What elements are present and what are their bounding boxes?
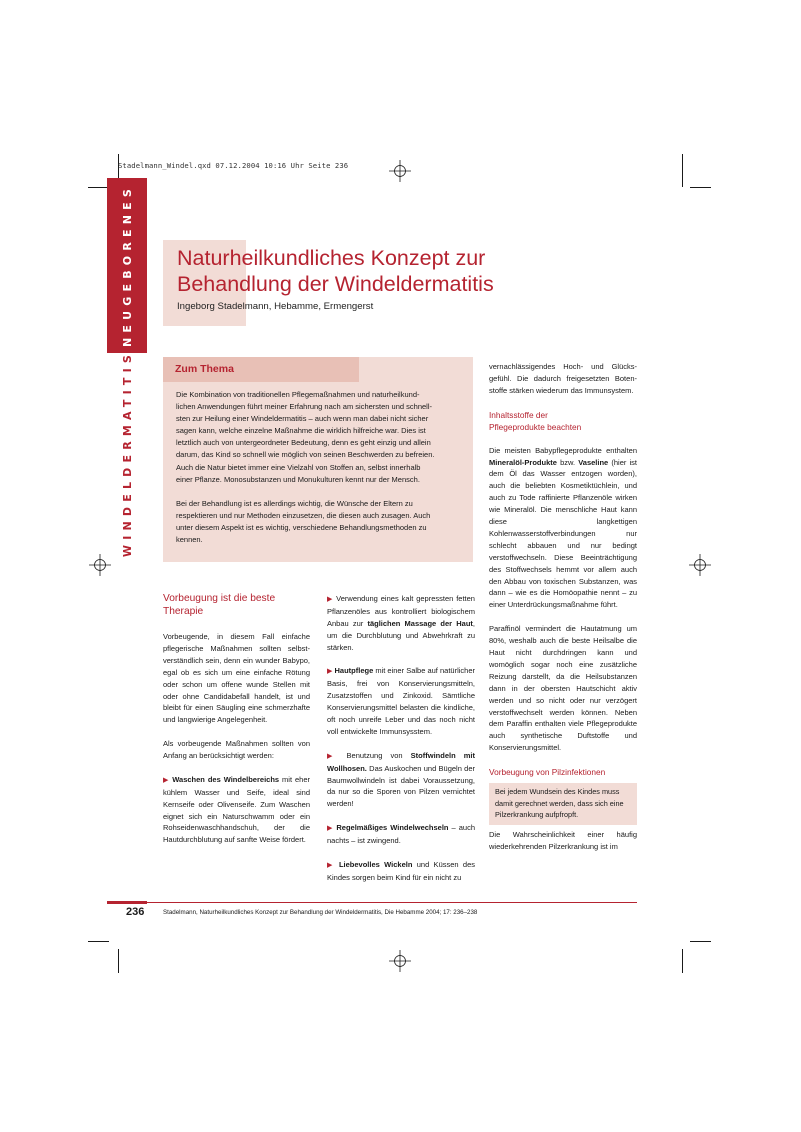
item-text: Das Auskochen und Bügeln der Baumwollwindeln ist dabei Voraussetzung, da nur so die Sporen von Pilzen vernichtet werden! — [327, 763, 475, 809]
item-text: mit eher kühlem Wasser und Seife, ideal sind Kernseife oder Olivenseife. Zum Waschen eignet sich ein Naturschwamm oder ein Rohseidenwaschhandschuh, der die Hautdurchblutung auf sanfte Weise fördert. — [163, 774, 310, 845]
text-line: darum, das Kind so schnell wie möglich von seinen Beschwerden zu befreien. — [176, 450, 435, 460]
title-line: Behandlung der Windeldermatitis — [177, 272, 494, 296]
page-number: 236 — [126, 906, 145, 918]
topic-box — [163, 357, 473, 562]
item-emphasis: täglichen Massage der Haut — [367, 618, 473, 628]
list-item — [163, 774, 310, 846]
text-emphasis: Mineralöl-Produkte — [489, 457, 557, 467]
triangle-bullet-icon: ▶ — [163, 776, 170, 784]
crop-mark — [118, 949, 119, 973]
item-emphasis: Regelmäßiges Windelwechseln — [336, 823, 449, 833]
text-line: letztlich auch von untergeordneter Bedeutung, denn es geht einzig und allein — [176, 438, 431, 448]
text-line: Bei der Behandlung ist es allerdings wichtig, die Wünsche der Eltern zu — [176, 498, 413, 508]
text-line: Die Kombination von traditionellen Pflegemaßnahmen und naturheilkund- — [176, 390, 420, 399]
text-line: lichen Anwendungen führt meiner Erfahrung nach am sichersten und schnell- — [176, 402, 432, 412]
item-text: , um die Durchblutung und Abwehrkraft zu stärken. — [327, 618, 475, 652]
crop-mark — [682, 949, 683, 973]
heading-line: Therapie — [163, 605, 204, 617]
item-emphasis: Waschen des Windelbereichs — [172, 774, 280, 784]
sidebar-section-label: NEUGEBORENES — [120, 184, 134, 347]
triangle-bullet-icon: ▶ — [327, 668, 333, 676]
text-column-2 — [327, 593, 475, 896]
text-line: Auch die Natur bietet immer eine Vielzahl von Stoffen an, selbst innerhalb — [176, 462, 421, 472]
text-run: (hier ist dem Öl das Wasser entzogen worden), auch die beliebten Kosmetiktüchlein, und auch zu Tode raffinierte Pflanzenöle wirken wie Mineralöl. Die menschliche Haut kann diese langkettigen Kohlenwasserstoffverbindungen nur schlecht abbauen und nur bedingt verstoffwechseln. Diese Beeinträchtigung des Stoffwechsels hemmt vor allem auch den Abbau von toxischen Substanzen, was dann – wie es die Homöopathie nennt – zu einer Unterdrückungsmaßnahme führt. — [489, 457, 637, 610]
sidebar-topic-label: WINDELDERMATITIS — [120, 350, 134, 558]
crop-mark — [88, 941, 109, 942]
text-run: bzw. — [556, 457, 579, 467]
crop-mark — [682, 154, 683, 187]
registration-mark-icon — [389, 950, 411, 972]
text-line: unter diesem Aspekt ist es wichtig, verschiedene Behandlungsmethoden zu — [176, 523, 427, 533]
heading-line: Inhaltsstoffe der — [489, 409, 548, 420]
item-text: mit einer Salbe auf natürlicher Basis, frei von Konservierungsmitteln, Zusatzstoffen und Zinkoxid. Sämtliche Konservierungsmittel belasten die kindliche, oft noch unreife Leber und das noch nicht voll entwickelte Immunsysstem. — [327, 666, 475, 736]
triangle-bullet-icon: ▶ — [327, 825, 334, 833]
sidebar-section — [107, 178, 147, 353]
text-line: sagen kann, welche einzelne Maßnahme die wirklich hilfreiche war. Dies ist — [176, 426, 426, 436]
list-item — [327, 750, 475, 811]
callout-line: Bei jedem Wundsein des Kindes muss — [495, 787, 620, 797]
section-heading: Vorbeugung von Pilzinfektionen — [489, 767, 606, 778]
footer-rule — [147, 902, 637, 903]
triangle-bullet-icon: ▶ — [327, 596, 334, 603]
footer-accent-bar — [107, 901, 147, 904]
item-text: Benutzung von — [346, 750, 411, 760]
text-column-1 — [163, 593, 310, 858]
paragraph: Paraffinöl vermindert die Hautatmung um 80%, weshalb auch die beste Heilsalbe die Haut nicht durchdringen kann und womöglich sogar noch eine zusätzliche Reizung darstellt, da die Heilsubstanzen dann in der obersten Hautschicht aktiv werden und so nicht oder nur verzögert verstoffwechselt werden können. Neben dem Paraffin enthalten viele Pflegeprodukte auch synthetische Duftstoffe und Konservierungsmittel. — [489, 624, 637, 753]
text-run: Die meisten Babypflegeprodukte enthalten — [489, 445, 637, 455]
sidebar-topic — [107, 350, 147, 558]
highlight-callout — [489, 783, 637, 825]
item-text: – auch nachts – ist zwingend. — [327, 823, 475, 846]
paragraph — [489, 445, 637, 612]
text-column-3 — [489, 361, 637, 865]
list-item — [327, 859, 475, 884]
registration-mark-icon — [89, 554, 111, 576]
text-line: einer Pflanze. Monosubstanzen und Monukulturen kennt nur der Mensch. — [176, 474, 420, 484]
crop-mark — [88, 187, 109, 188]
item-emphasis: Liebevolles Wickeln — [338, 859, 413, 869]
heading-line: Vorbeugung ist die beste — [163, 593, 276, 604]
paragraph: vernachlässigendes Hoch- und Glücksgefühl. Die dadurch freigesetzten Botenstoffe stärken wiederum das Immunsystem. — [489, 362, 637, 395]
paragraph: Als vorbeugende Maßnahmen sollten von Anfang an berücksichtigt werden: — [163, 739, 310, 761]
callout-line: Pilzerkrankung aufpfropft. — [495, 810, 579, 820]
heading-line: Pflegeprodukte beachten — [489, 421, 582, 432]
topic-box-body — [176, 389, 466, 558]
crop-mark — [690, 941, 711, 942]
section-heading — [489, 409, 637, 433]
crop-mark — [690, 187, 711, 188]
registration-mark-icon — [389, 160, 411, 182]
section-heading — [163, 593, 310, 618]
item-emphasis: Hautpflege — [334, 666, 374, 676]
text-emphasis: Vaseline — [578, 457, 609, 467]
topic-box-paragraph — [176, 498, 466, 546]
list-item — [327, 822, 475, 847]
topic-box-paragraph — [176, 389, 466, 486]
text-line: respektieren und nur Methoden einzusetzen, die diesen auch zusagen. Auch — [176, 510, 431, 520]
print-slug: Stadelmann_Windel.qxd 07.12.2004 10:16 Uhr Seite 236 — [118, 161, 349, 170]
triangle-bullet-icon: ▶ — [327, 752, 339, 760]
item-text: Verwendung eines kalt gepressten fetten Pflanzenöles aus kontrolliert biologischem Anbau zur — [327, 594, 475, 628]
list-item — [327, 593, 475, 654]
registration-mark-icon — [689, 554, 711, 576]
paragraph: Vorbeugende, in diesem Fall einfache pflegerische Maßnahmen sollten selbstverständlich sein, denn ein wunder Babypo, egal ob es sich um eine einfache Rötung oder schon um offene wunde Stellen mit oder ohne Candidabefall handelt, ist und bleibt für einen Säugling eine schmerzhafte und langwierige Angelegenheit. — [163, 632, 310, 725]
author-line: Ingeborg Stadelmann, Hebamme, Ermengerst — [177, 301, 374, 312]
text-line: sten zur Heilung einer Windeldermatitis – auch wenn man dabei nicht sicher — [176, 414, 429, 424]
footer-citation: Stadelmann, Naturheilkundliches Konzept zur Behandlung der Windeldermatitis, Die Hebamme 2004; 17: 236–238 — [163, 909, 478, 916]
callout-line: damit gerechnet werden, dass sich eine — [495, 798, 624, 808]
paragraph: Die Wahrscheinlichkeit einer häufig wiederkehrenden Pilzerkrankung ist im — [489, 830, 637, 852]
item-text: und Küssen des Kindes sorgen beim Kind für ein nicht zu — [327, 859, 475, 882]
item-emphasis: Stoffwindeln mit Wollhosen. — [327, 750, 476, 773]
topic-box-title: Zum Thema — [175, 363, 234, 375]
title-line: Naturheilkundliches Konzept zur — [177, 246, 486, 270]
text-line: kennen. — [176, 535, 203, 545]
article-title — [177, 245, 637, 297]
list-item — [327, 665, 475, 737]
triangle-bullet-icon: ▶ — [327, 861, 335, 869]
